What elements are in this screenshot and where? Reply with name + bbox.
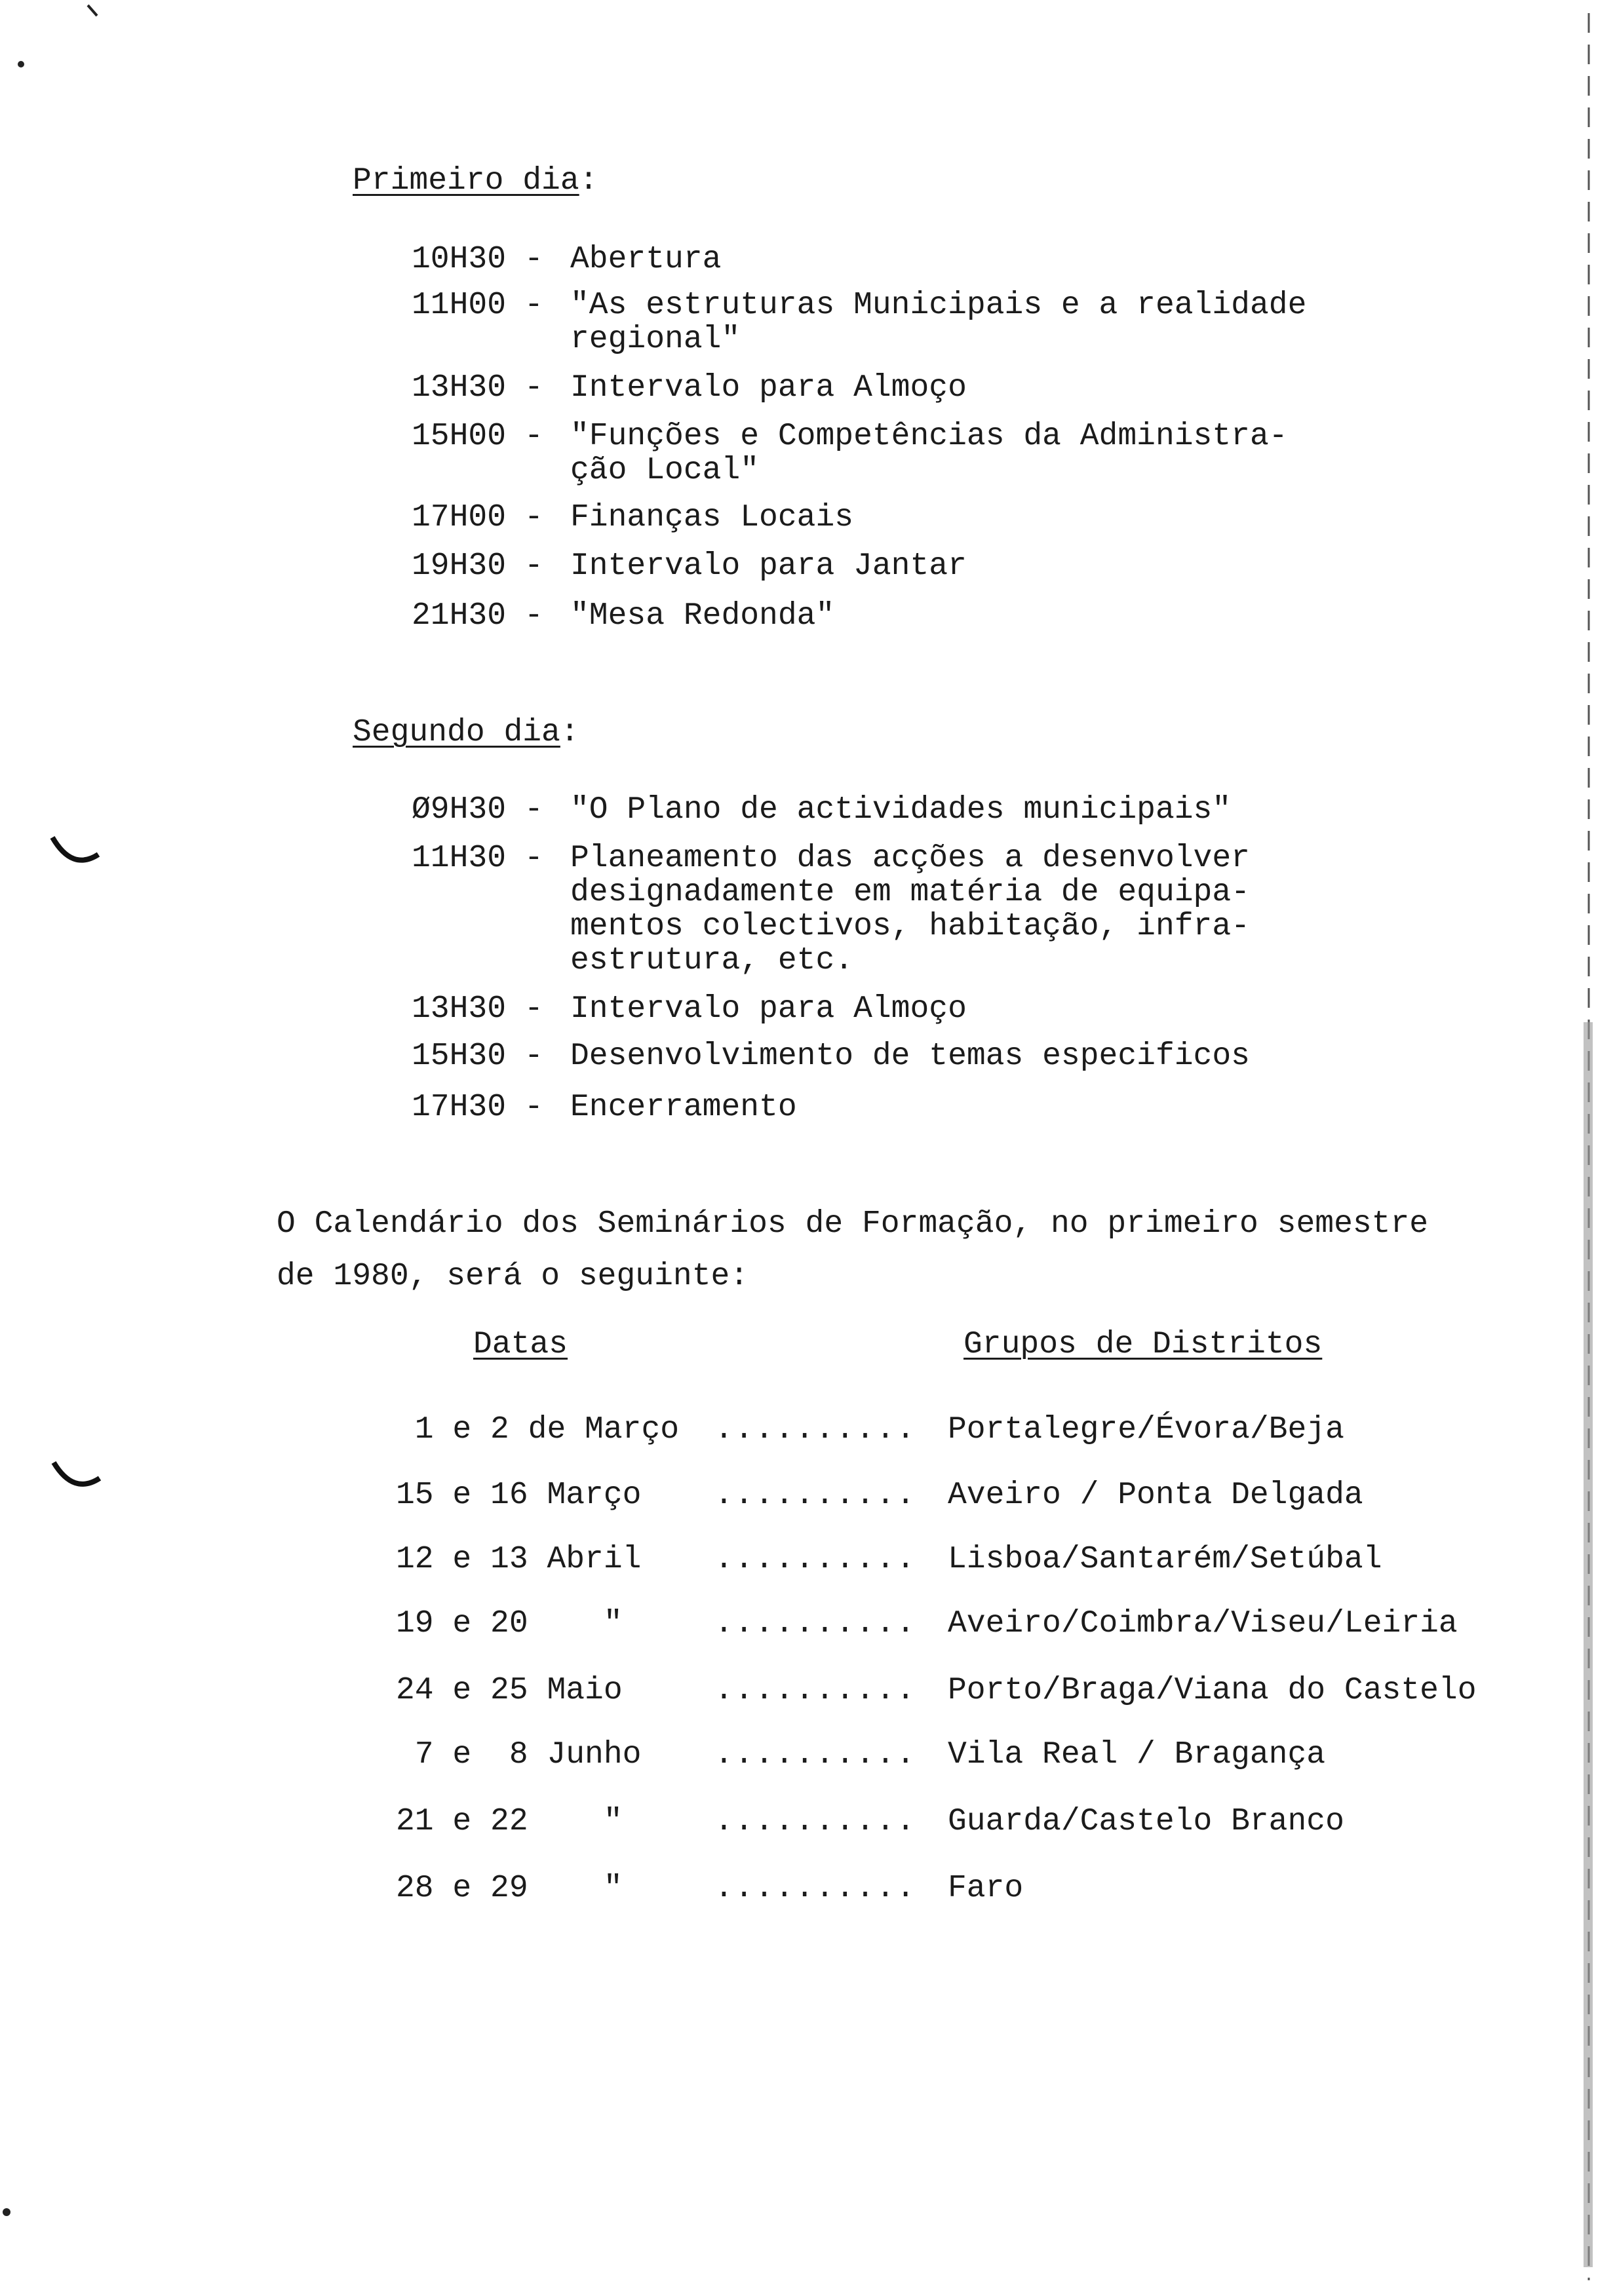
day2-heading-text: Segundo dia [353,715,560,750]
schedule-row [412,501,853,535]
schedule-dash: - [524,1039,543,1074]
day1-heading [353,164,598,198]
schedule-description: "Mesa Redonda" [570,598,835,634]
calendar-date: 7 e 8 Junho [396,1737,642,1772]
schedule-description: Planeamento das acções a desenvolver designadamente em matéria de equipa- mentos colectivos, habitação, infra- estrutura, etc. [570,841,1250,978]
schedule-dash: - [524,598,543,634]
calendar-date: 21 e 22 " [396,1804,623,1839]
calendar-leader-dots: .......... [714,1478,917,1513]
schedule-time: 11H00 [412,288,507,323]
calendar-intro [277,1198,1522,1303]
schedule-dash: - [524,288,543,323]
calendar-district-group: Faro [948,1871,1024,1906]
calendar-leader-dots: .......... [714,1804,917,1839]
top-left-tick [88,5,97,16]
calendar-date: 15 e 16 Março [396,1478,642,1513]
calendar-district-group: Vila Real / Bragança [948,1737,1326,1772]
schedule-time: 17H00 [412,500,507,535]
schedule-row [412,549,967,583]
left-margin-mark-1 [52,837,98,860]
schedule-row [412,793,1231,827]
schedule-dash: - [524,548,543,584]
schedule-description: Encerramento [570,1090,797,1125]
calendar-date: 12 e 13 Abril [396,1542,642,1577]
calendar-date: 1 e 2 de Março [396,1412,680,1447]
calendar-leader-dots: .......... [714,1542,917,1577]
schedule-description: Intervalo para Almoço [570,370,967,406]
calendar-row [0,1805,1615,1844]
calendar-row [0,1738,1615,1777]
calendar-leader-dots: .......... [714,1737,917,1772]
schedule-row [412,841,1250,978]
schedule-description: Abertura [570,242,722,277]
calendar-intro-line-2: de 1980, será o seguinte: [277,1259,749,1294]
calendar-district-group: Lisboa/Santarém/Setúbal [948,1542,1382,1577]
calendar-row [0,1413,1615,1452]
schedule-row [412,371,967,405]
schedule-time: 13H30 [412,991,507,1027]
schedule-description: "As estruturas Municipais e a realidade regional" [570,288,1307,357]
calendar-row [0,1542,1615,1582]
schedule-row [412,599,834,633]
column-header-groups: Grupos de Distritos [963,1327,1323,1362]
calendar-leader-dots: .......... [714,1871,917,1906]
calendar-row [0,1674,1615,1713]
schedule-time: 21H30 [412,598,507,634]
speck-2 [3,2208,10,2216]
calendar-leader-dots: .......... [714,1412,917,1447]
calendar-date: 19 e 20 " [396,1606,623,1641]
calendar-district-group: Guarda/Castelo Branco [948,1804,1344,1839]
schedule-description: Finanças Locais [570,500,854,535]
schedule-dash: - [524,792,543,828]
schedule-description: Desenvolvimento de temas especificos [570,1039,1250,1074]
schedule-dash: - [524,419,543,454]
schedule-description: "O Plano de actividades municipais" [570,792,1232,828]
calendar-district-group: Portalegre/Évora/Beja [948,1412,1344,1447]
schedule-dash: - [524,370,543,406]
calendar-row [0,1478,1615,1518]
calendar-intro-line-1: O Calendário dos Seminários de Formação, no primeiro semestre [277,1206,1429,1242]
day2-heading [353,716,579,750]
schedule-time: 15H30 [412,1039,507,1074]
day2-heading-colon: : [560,715,579,750]
calendar-row [0,1607,1615,1646]
schedule-time: 15H00 [412,419,507,454]
schedule-row [412,288,1306,356]
schedule-time: 19H30 [412,548,507,584]
schedule-time: 10H30 [412,242,507,277]
speck-1 [18,61,24,67]
schedule-time: 17H30 [412,1090,507,1125]
schedule-row [412,1039,1250,1073]
calendar-leader-dots: .......... [714,1673,917,1708]
column-header-dates: Datas [473,1327,568,1362]
schedule-row [412,419,1288,488]
schedule-dash: - [524,500,543,535]
schedule-description: Intervalo para Almoço [570,991,967,1027]
day1-heading-text: Primeiro dia [353,163,579,199]
schedule-dash: - [524,242,543,277]
schedule-dash: - [524,1090,543,1125]
schedule-row [412,1090,797,1124]
schedule-row [412,242,721,277]
schedule-time: 13H30 [412,370,507,406]
calendar-date: 28 e 29 " [396,1871,623,1906]
schedule-row [412,992,967,1026]
schedule-description: "Funções e Competências da Administra- ção Local" [570,419,1288,488]
day1-heading-colon: : [579,163,598,199]
schedule-dash: - [524,991,543,1027]
calendar-district-group: Aveiro/Coimbra/Viseu/Leiria [948,1606,1458,1641]
schedule-time: Ø9H30 [412,792,507,828]
schedule-dash: - [524,841,543,876]
calendar-row [0,1871,1615,1911]
schedule-time: 11H30 [412,841,507,876]
calendar-district-group: Porto/Braga/Viana do Castelo [948,1673,1477,1708]
calendar-district-group: Aveiro / Ponta Delgada [948,1478,1363,1513]
calendar-leader-dots: .......... [714,1606,917,1641]
calendar-date: 24 e 25 Maio [396,1673,623,1708]
schedule-description: Intervalo para Jantar [570,548,967,584]
